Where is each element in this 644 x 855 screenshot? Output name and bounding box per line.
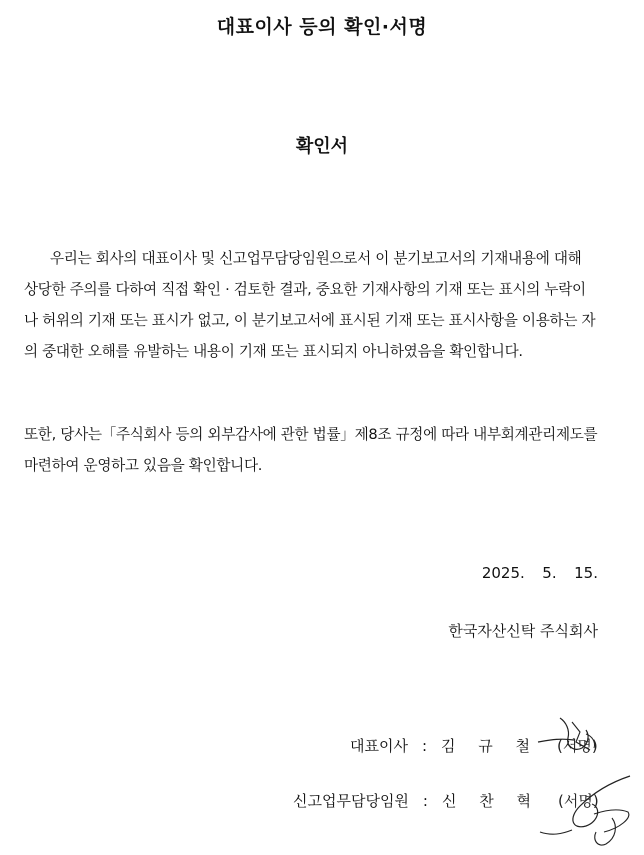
signatory-role: 대표이사 [350, 737, 408, 755]
document-date: 2025. 5. 15. [481, 564, 598, 582]
signatory-role: 신고업무담당임원 [293, 792, 409, 810]
signatory-separator: : [421, 737, 428, 755]
page-title: 대표이사 등의 확인·서명 [216, 16, 428, 38]
signatory-name: 김 규 철 [441, 737, 540, 755]
company-name: 한국자산신탁 주식회사 [448, 622, 598, 640]
signatory-row-ceo [350, 735, 598, 756]
signature-seal-label: (서명) [558, 792, 599, 810]
signatory-row-reporting-officer [293, 790, 599, 811]
internal-control-paragraph: 또한, 당사는「주식회사 등의 외부감사에 관한 법률」제8조 규정에 따라 내부회계관리제도를 마련하여 운영하고 있음을 확인합니다. [24, 426, 598, 474]
document-subtitle: 확인서 [295, 136, 349, 157]
signatory-name: 신 찬 혁 [441, 792, 540, 810]
confirmation-paragraph: 우리는 회사의 대표이사 및 신고업무담당임원으로서 이 분기보고서의 기재내용에 대해 상당한 주의를 다하여 직접 확인 · 검토한 결과, 중요한 기재사항의 기재 또는 표시의 누락이나 허위의 기재 또는 표시가 없고, 이 분기보고서에 표시된 기재 또는 표시사항을 이용하는 자의 중대한 오해를 유발하는 내용이 기재 또는 표시되지 아니하였음을 확인합니다. [24, 250, 596, 360]
signatory-separator: : [422, 792, 428, 810]
signature-seal-label: (서명) [557, 737, 598, 755]
